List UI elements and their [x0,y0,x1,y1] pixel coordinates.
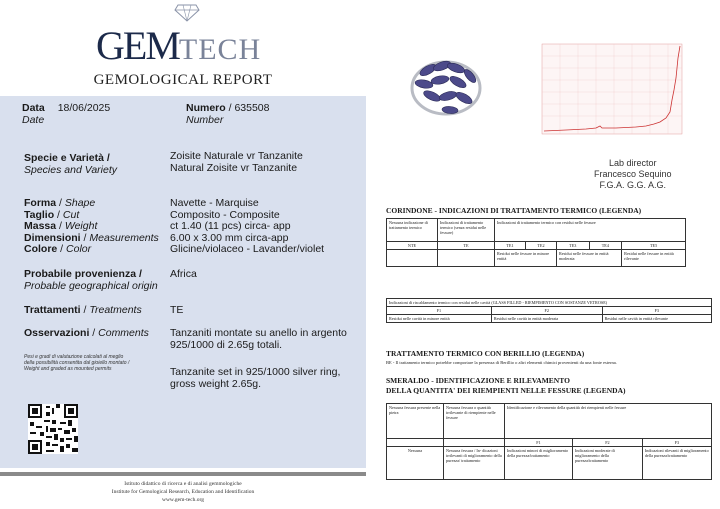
comments-label: Osservazioni / Comments [24,327,149,339]
gemtech-logo: GEMTECH [96,23,262,68]
comments-value-en: Tanzanite set in 925/1000 silver ring, gross weight 2.65g. [170,366,341,390]
corundum-section-title: CORINDONE - INDICAZIONI DI TRATTAMENTO TERMICO (LEGENDA) [386,206,642,215]
beryllium-section-title: TRATTAMENTO TERMICO CON BERILLIO (LEGENDA) [386,349,585,358]
emerald-cell-minor: Indicazioni minori di miglioramento della purezza/trattamento [505,447,573,480]
emerald-cell-moderate: Indicazioni moderate di miglioramento della purezza/trattamento [573,447,643,480]
glass-filled-table [386,298,712,323]
emerald-code-f1: F1 [505,439,573,447]
report-title: GEMOLOGICAL REPORT [93,72,273,88]
emerald-code-f3: F3 [642,439,711,447]
stone-properties-labels: Forma / Shape Taglio / Cut Massa / Weight Dimensioni / Measurements Colore / Color [24,197,159,256]
corundum-table [386,218,686,267]
number-field: Numero / 635508 Number [186,102,270,126]
lab-director-signature: Lab director Francesco Sequino F.G.A. G.G. A.G. [594,158,672,190]
origin-value: Africa [170,268,197,280]
treatments-value: TE [170,304,184,316]
glass-residue-significant: Residui nelle cavità in entità rilevante [602,315,711,323]
emerald-table [386,403,712,480]
corundum-header-residues: Indicazioni di trattamento termico con residui nelle fessure [495,219,686,242]
species-label: Specie e Varietà / Species and Variety [24,152,117,176]
glass-code-f1: F1 [387,307,492,315]
corundum-residue-significant: Residui nelle fessure in entità rilevante [622,250,686,267]
corundum-code-te5: TE5 [622,242,686,250]
emerald-cell-significant: Indicazioni rilevanti di miglioramento della purezza/trattamento [642,447,711,480]
corundum-code-te4: TE4 [589,242,622,250]
diamond-logo-icon [174,4,200,22]
glass-residue-minor: Residui nelle cavità in minore entità [387,315,492,323]
corundum-residue-moderate: Residui nelle fessure in entità moderata [556,250,621,267]
corundum-code-nte: NTE [387,242,438,250]
weight-note: Pesi e gradi di valutazione calcolati al meglio della possibilità consentita dal gioiello montato / Weight and graded as mounted permits [24,354,130,372]
glass-code-f3: F3 [602,307,711,315]
stone-properties-values: Navette - Marquise Composito - Composite ct 1.40 (11 pcs) circa- app 6.00 x 3.00 mm circa-app Glicine/violaceo - Lavander/violet [170,197,325,256]
spectrum-chart [536,38,686,142]
beryllium-note: BE - Il trattamento termico potrebbe comportare la presenza di Berillio o altri elementi chimici provenienti da una fonte esterna. [386,360,617,365]
emerald-code-f2: F2 [573,439,643,447]
report-right-panel [366,0,720,509]
corundum-code-te: TE [438,242,495,250]
species-value: Zoisite Naturale vr Tanzanite Natural Zoisite vr Tanzanite [170,150,303,174]
corundum-header-te: Indicazioni di trattamento termico (senza residui nelle fessure) [438,219,495,242]
emerald-header-insignificant: Nessuna fessura o quantità irrilevante di riempiente nelle fessure [444,404,505,439]
comments-value-it: Tanzaniti montate su anello in argento 925/1000 di 2.65g totali. [170,327,347,351]
corundum-code-te2: TE2 [525,242,556,250]
emerald-cell-none: Nessuna [387,447,444,480]
treatments-label: Trattamenti / Treatments [24,304,142,316]
corundum-residue-minor: Residui nelle fessure in minore entità [495,250,557,267]
glass-filled-header: Indicazioni di riscaldamento termico con residui nelle cavità (GLASS FILLED - RIEMPIMENTO CON SOSTANZE VETROSE) [387,299,712,307]
emerald-section-title: SMERALDO - IDENTIFICAZIONE E RILEVAMENTO DELLA QUANTITA' DEI RIEMPIENTI NELLE FESSURE (LEGENDA) [386,376,626,395]
corundum-header-nte: Nessuna indicazione di trattamento termico [387,219,438,242]
glass-code-f2: F2 [491,307,602,315]
emerald-cell-insignificant: Nessuna fessura / In- dicazioni irrilevanti di miglioramento della purezza/ trattamento [444,447,505,480]
qr-code-icon [28,404,78,454]
corundum-code-te1: TE1 [495,242,526,250]
date-field: Data 18/06/2025 Date [22,102,111,126]
emerald-header-none: Nessuna fessura presente nella pietra [387,404,444,439]
glass-residue-moderate: Residui nelle cavità in entità moderata [491,315,602,323]
corundum-code-te3: TE3 [556,242,589,250]
emerald-header-fillers: Identificazione e rilevamento della quantità dei riempienti nelle fessure [505,404,712,439]
report-header [0,0,366,96]
origin-label: Probabile provenienza / Probable geographical origin [24,268,158,292]
tanzanite-ring-photo [406,50,486,122]
institute-footer: Istituto didattico di ricerca e di analisi gemmologiche Institute for Gemological Research, Education and Identification www.gem-tech.org [111,481,255,503]
